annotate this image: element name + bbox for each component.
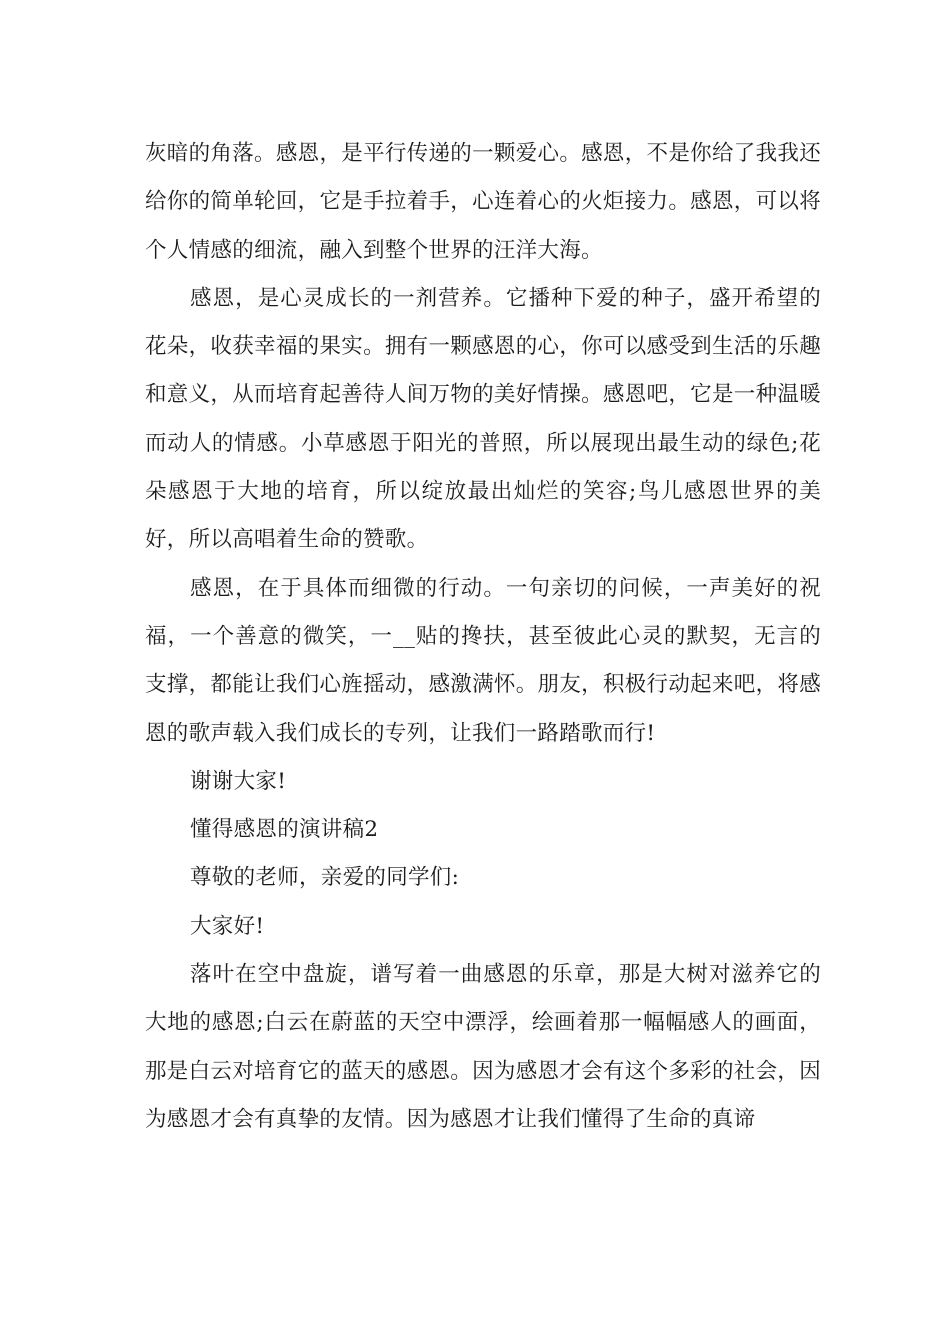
greeting: 大家好!: [190, 913, 265, 939]
paragraph-2: 感恩，是心灵成长的一剂营养。它播种下爱的种子，盛开希望的花朵，收获幸福的果实。拥有一颗感恩的心，你可以感受到生活的乐趣和意义，从而培育起善待人间万物的美好情操。感恩吧，它是一种温暖而动人的情感。小草感恩于阳光的普照，所以展现出最生动的绿色;花朵感恩于大地的培育，所以绽放最出灿烂的笑容;鸟儿感恩世界的美好，所以高唱着生命的赞歌。: [145, 285, 821, 553]
paragraph-4: 落叶在空中盘旋，谱写着一曲感恩的乐章，那是大树对滋养它的大地的感恩;白云在蔚蓝的天空中漂浮，绘画着那一幅幅感人的画面，那是白云对培育它的蓝天的感恩。因为感恩才会有这个多彩的社会，因为感恩才会有真挚的友情。因为感恩才让我们懂得了生命的真谛: [145, 962, 821, 1132]
speech-2-title: 懂得感恩的演讲稿2: [190, 817, 379, 843]
paragraph-3: 感恩，在于具体而细微的行动。一句亲切的问候，一声美好的祝福，一个善意的微笑，一__贴的搀扶，甚至彼此心灵的默契，无言的支撑，都能让我们心旌摇动，感激满怀。朋友，积极行动起来吧，将感恩的歌声载入我们成长的专列，让我们一路踏歌而行!: [145, 575, 821, 746]
paragraph-thanks: 谢谢大家!: [190, 768, 287, 794]
document-body: [145, 130, 821, 1144]
salutation: 尊敬的老师，亲爱的同学们:: [190, 865, 460, 891]
paragraph-1: 灰暗的角落。感恩，是平行传递的一颗爱心。感恩，不是你给了我我还给你的简单轮回，它是手拉着手，心连着心的火炬接力。感恩，可以将个人情感的细流，融入到整个世界的汪洋大海。: [145, 141, 821, 263]
